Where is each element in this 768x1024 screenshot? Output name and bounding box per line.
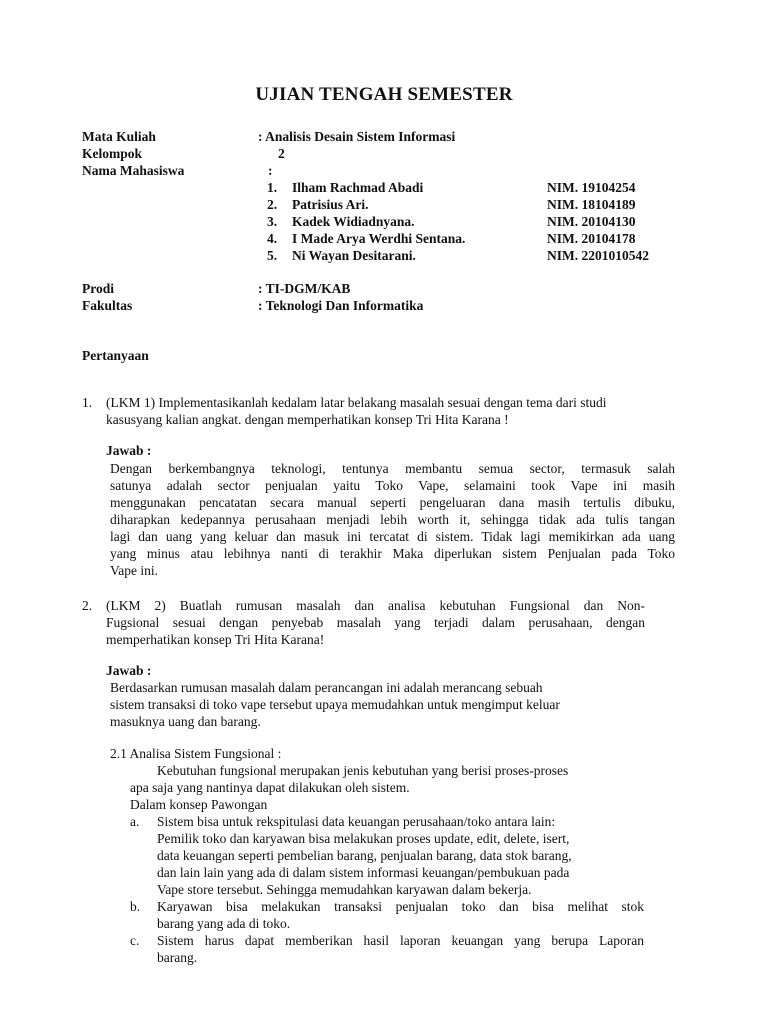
student-name: Patrisius Ari. — [292, 197, 369, 212]
list-item-line: barang yang ada di toko. — [157, 916, 291, 931]
student-name: Kadek Widiadnyana. — [292, 214, 415, 229]
list-item-marker: a. — [130, 814, 140, 829]
list-item-line: Pemilik toko dan karyawan bisa melakukan proses update, edit, delete, isert, — [157, 831, 570, 846]
list-item-marker: c. — [130, 933, 140, 948]
student-nim: NIM. 20104178 — [547, 231, 636, 246]
student-name: I Made Arya Werdhi Sentana. — [292, 231, 466, 246]
answer-line: sistem transaksi di toko vape tersebut upaya memudahkan untuk mengimput keluar — [110, 697, 560, 712]
subsection-line: Dalam konsep Pawongan — [130, 797, 268, 812]
list-item-line: Vape store tersebut. Sehingga memudahkan karyawan dalam bekerja. — [157, 882, 532, 897]
question-number: 1. — [82, 395, 93, 410]
list-item-line: Sistem bisa untuk rekspitulasi data keuangan perusahaan/toko antara lain: — [157, 814, 556, 829]
student-name: Ilham Rachmad Abadi — [292, 180, 424, 195]
question-number: 2. — [82, 598, 93, 613]
answer-line: yang minus atau lebihnya nanti di terakhir Maka diperlukan sistem Penjualan pada Toko — [110, 546, 675, 561]
student-no: 1. — [267, 180, 278, 195]
answer-line: diharapkan kedepannya perusahaan menjadi lebih worth it, sehingga tidak ada tulis tangan — [110, 512, 675, 527]
pertanyaan-heading: Pertanyaan — [82, 348, 149, 363]
fakultas-label: Fakultas — [82, 298, 133, 313]
mata-kuliah-value: : Analisis Desain Sistem Informasi — [258, 129, 456, 144]
answer-line: lagi dan uang yang keluar dan masuk ini tercatat di sistem. Tidak lagi memikirkan ada uang — [110, 529, 675, 544]
prodi-value: : TI-DGM/KAB — [258, 281, 351, 296]
answer-line: masuknya uang dan barang. — [110, 714, 261, 729]
question-line: (LKM 1) Implementasikanlah kedalam latar belakang masalah sesuai dengan tema dari studi — [106, 395, 607, 410]
answer-line: satunya adalah sector penjualan yaitu Toko Vape, selamaini took Vape ini masih — [110, 478, 675, 493]
kelompok-value: 2 — [278, 146, 285, 161]
subsection-line: apa saja yang nantinya dapat dilakukan oleh sistem. — [130, 780, 410, 795]
student-nim: NIM. 18104189 — [547, 197, 636, 212]
subsection-line: Kebutuhan fungsional merupakan jenis kebutuhan yang berisi proses-proses — [157, 763, 569, 778]
student-no: 2. — [267, 197, 278, 212]
question-line: Fugsional sesuai dengan penyebab masalah yang terjadi dalam perusahaan, dengan — [106, 615, 645, 630]
jawab-label: Jawab : — [106, 443, 152, 458]
prodi-label: Prodi — [82, 281, 115, 296]
question-line: (LKM 2) Buatlah rumusan masalah dan analisa kebutuhan Fungsional dan Non- — [106, 598, 645, 613]
fakultas-value: : Teknologi Dan Informatika — [258, 298, 424, 313]
question-line: kasusyang kalian angkat. dengan memperhatikan konsep Tri Hita Karana ! — [106, 412, 509, 427]
list-item-line: barang. — [157, 950, 198, 965]
student-no: 4. — [267, 231, 278, 246]
list-item-line: data keuangan seperti pembelian barang, penjualan barang, data stok barang, — [157, 848, 572, 863]
answer-line: Vape ini. — [110, 563, 158, 578]
answer-line: Dengan berkembangnya teknologi, tentunya membantu semua sector, termasuk salah — [110, 461, 675, 476]
student-no: 3. — [267, 214, 278, 229]
student-nim: NIM. 2201010542 — [547, 248, 649, 263]
list-item-line: Sistem harus dapat memberikan hasil laporan keuangan yang berupa Laporan — [157, 933, 644, 948]
subsection-heading: 2.1 Analisa Sistem Fungsional : — [110, 746, 282, 761]
mata-kuliah-label: Mata Kuliah — [82, 129, 156, 144]
jawab-label: Jawab : — [106, 663, 152, 678]
student-no: 5. — [267, 248, 278, 263]
student-name: Ni Wayan Desitarani. — [292, 248, 416, 263]
student-nim: NIM. 20104130 — [547, 214, 636, 229]
kelompok-label: Kelompok — [82, 146, 143, 161]
list-item-marker: b. — [130, 899, 141, 914]
document-title: UJIAN TENGAH SEMESTER — [255, 84, 513, 105]
list-item-line: dan lain lain yang ada di dalam sistem informasi keuangan/pembukuan pada — [157, 865, 570, 880]
answer-line: Berdasarkan rumusan masalah dalam perancangan ini adalah merancang sebuah — [110, 680, 543, 695]
nama-mahasiswa-label: Nama Mahasiswa — [82, 163, 185, 178]
answer-line: menggunakan pencatatan secara manual seperti pengeluaran dana masih tertulis dibuku, — [110, 495, 675, 510]
student-nim: NIM. 19104254 — [547, 180, 636, 195]
list-item-line: Karyawan bisa melakukan transaksi penjualan toko dan bisa melihat stok — [157, 899, 644, 914]
question-line: memperhatikan konsep Tri Hita Karana! — [106, 632, 325, 647]
nama-mahasiswa-colon: : — [268, 163, 273, 178]
